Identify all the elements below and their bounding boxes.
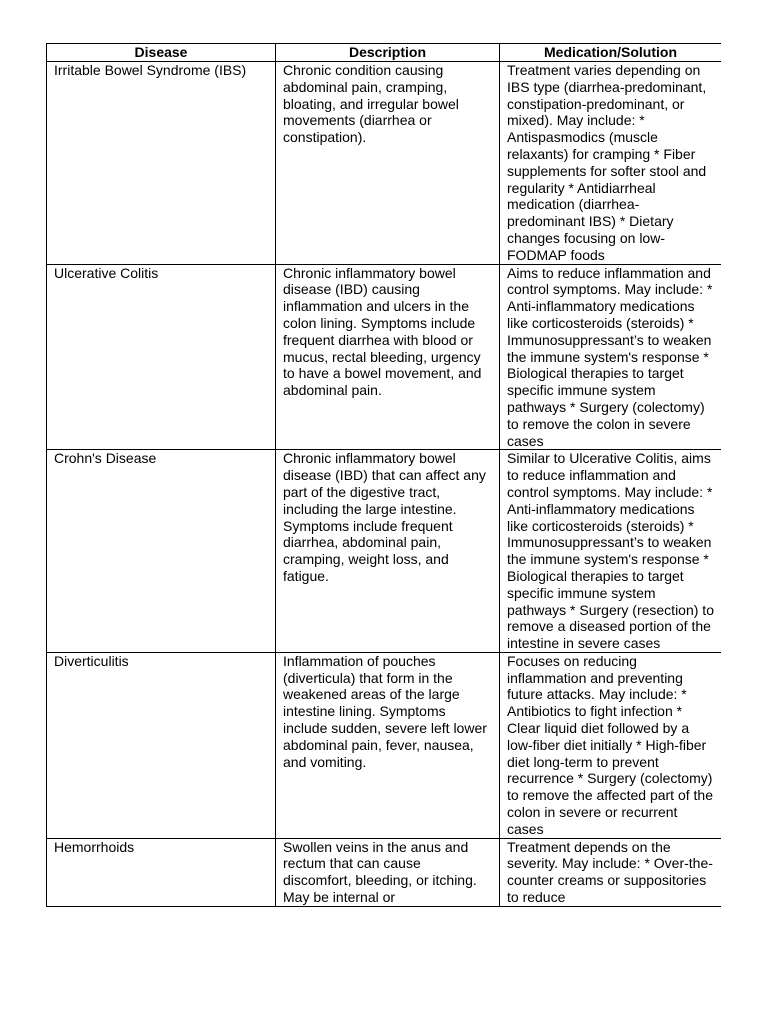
- disease-cell: Crohn's Disease: [47, 450, 276, 653]
- header-description: Description: [276, 44, 500, 62]
- table-row: [47, 450, 722, 653]
- disease-cell: Diverticulitis: [47, 652, 276, 838]
- document-page: [46, 43, 721, 971]
- table-row: [47, 62, 722, 265]
- description-cell: Chronic condition causing abdominal pain, cramping, bloating, and irregular bowel movements (diarrhea or constipation).: [276, 62, 500, 265]
- solution-cell: Treatment varies depending on IBS type (diarrhea-predominant, constipation-predominant, or mixed). May include: * Antispasmodics (muscle relaxants) for cramping * Fiber supplements for softer stool and regularity * Antidiarrheal medication (diarrhea-predominant IBS) * Dietary changes focusing on low-FODMAP foods: [500, 62, 722, 265]
- table-header-row: [47, 44, 722, 62]
- header-disease: Disease: [47, 44, 276, 62]
- header-medication-solution: Medication/Solution: [500, 44, 722, 62]
- description-cell: Chronic inflammatory bowel disease (IBD) that can affect any part of the digestive tract, including the large intestine. Symptoms include frequent diarrhea, abdominal pain, cramping, weight loss, and fatigue.: [276, 450, 500, 653]
- description-cell: Inflammation of pouches (diverticula) that form in the weakened areas of the large intestine lining. Symptoms include sudden, severe left lower abdominal pain, fever, nausea, and vomiting.: [276, 652, 500, 838]
- solution-cell: Focuses on reducing inflammation and preventing future attacks. May include: * Antibiotics to fight infection * Clear liquid diet followed by a low-fiber diet initially * High-fiber diet long-term to prevent recurrence * Surgery (colectomy) to remove the affected part of the colon in severe or recurrent cases: [500, 652, 722, 838]
- solution-cell: Aims to reduce inflammation and control symptoms. May include: * Anti-inflammatory medications like corticosteroids (steroids) * Immunosuppressant’s to weaken the immune system's response * Biological therapies to target specific immune system pathways * Surgery (colectomy) to remove the colon in severe cases: [500, 264, 722, 450]
- disease-cell: Hemorrhoids: [47, 838, 276, 906]
- table-row: [47, 264, 722, 450]
- disease-cell: Ulcerative Colitis: [47, 264, 276, 450]
- description-cell: Chronic inflammatory bowel disease (IBD) causing inflammation and ulcers in the colon lining. Symptoms include frequent diarrhea with blood or mucus, rectal bleeding, urgency to have a bowel movement, and abdominal pain.: [276, 264, 500, 450]
- table-row: [47, 652, 722, 838]
- description-cell: Swollen veins in the anus and rectum that can cause discomfort, bleeding, or itching. May be internal or: [276, 838, 500, 906]
- table-row: [47, 838, 722, 906]
- solution-cell: Treatment depends on the severity. May include: * Over-the-counter creams or suppositories to reduce: [500, 838, 722, 906]
- disease-table: [46, 43, 721, 907]
- solution-cell: Similar to Ulcerative Colitis, aims to reduce inflammation and control symptoms. May include: * Anti-inflammatory medications like corticosteroids (steroids) * Immunosuppressant’s to weaken the immune system's response * Biological therapies to target specific immune system pathways * Surgery (resection) to remove a diseased portion of the intestine in severe cases: [500, 450, 722, 653]
- disease-cell: Irritable Bowel Syndrome (IBS): [47, 62, 276, 265]
